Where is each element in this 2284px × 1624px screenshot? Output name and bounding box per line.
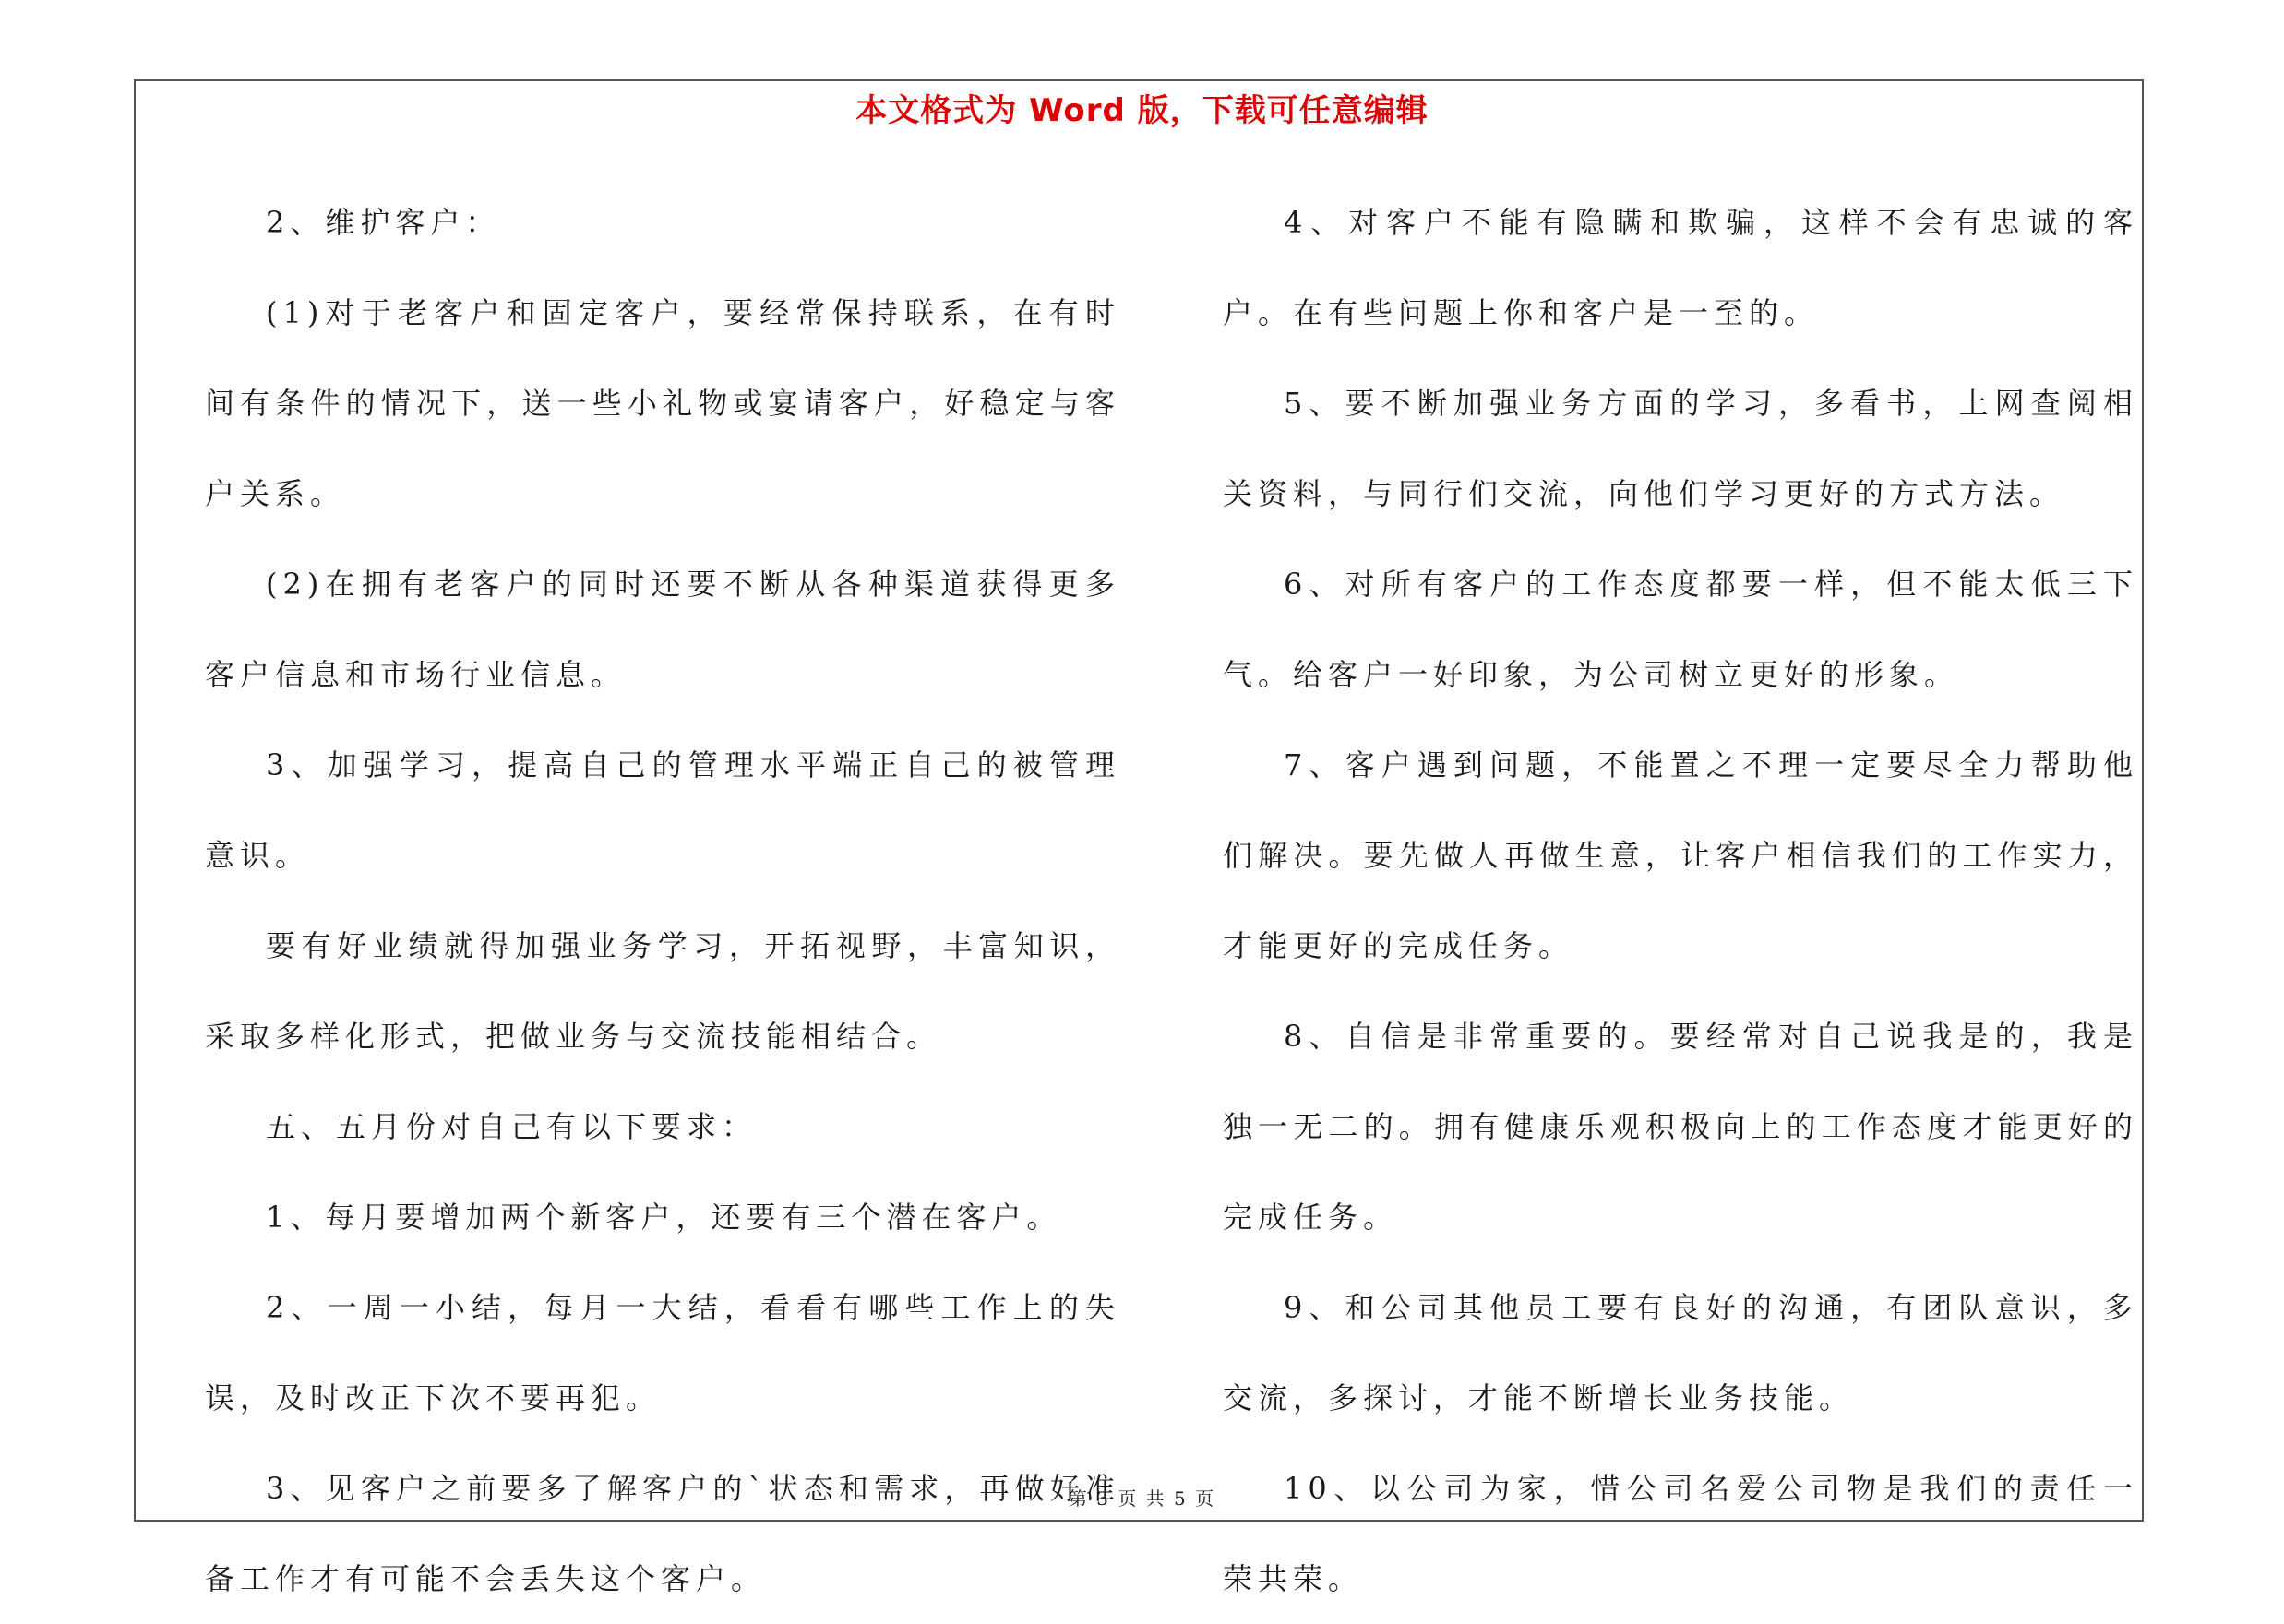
header-title: 本文格式为 Word 版，下载可任意编辑	[855, 92, 1429, 129]
paragraph: 1、每月要增加两个新客户，还要有三个潜在客户。	[266, 1200, 1062, 1235]
paragraph: 3、加强学习，提高自己的管理水平端正自己的被管理意识。	[205, 747, 1120, 873]
paragraph: (2)在拥有老客户的同时还要不断从各种渠道获得更多客户信息和市场行业信息。	[205, 567, 1120, 692]
paragraph: 8、自信是非常重要的。要经常对自己说我是的，我是独一无二的。拥有健康乐观积极向上的工作态度才能更好的完成任务。	[1223, 1019, 2138, 1235]
paragraph: 2、一周一小结，每月一大结，看看有哪些工作上的失误，及时改正下次不要再犯。	[205, 1290, 1120, 1415]
paragraph: 7、客户遇到问题，不能置之不理一定要尽全力帮助他们解决。要先做人再做生意，让客户相信我们的工作实力，才能更好的完成任务。	[1223, 747, 2138, 963]
paragraph: 6、对所有客户的工作态度都要一样，但不能太低三下气。给客户一好印象，为公司树立更好的形象。	[1223, 567, 2138, 692]
paragraph: 5、要不断加强业务方面的学习，多看书，上网查阅相关资料，与同行们交流，向他们学习更好的方式方法。	[1223, 386, 2138, 511]
page-number: 第 3 页 共 5 页	[1068, 1487, 1216, 1510]
paragraph: 要有好业绩就得加强业务学习，开拓视野，丰富知识，采取多样化形式，把做业务与交流技能相结合。	[205, 928, 1120, 1054]
paragraph: 五、五月份对自己有以下要求：	[266, 1109, 758, 1144]
paragraph: 10、以公司为家，惜公司名爱公司物是我们的责任一荣共荣。	[1223, 1471, 2138, 1596]
right-column	[1223, 177, 2138, 1624]
paragraph: 9、和公司其他员工要有良好的沟通，有团队意识，多交流，多探讨，才能不断增长业务技能。	[1223, 1290, 2138, 1415]
paragraph: 3、见客户之前要多了解客户的`状态和需求，再做好准备工作才有可能不会丢失这个客户。	[205, 1471, 1120, 1596]
paragraph: (1)对于老客户和固定客户，要经常保持联系，在有时间有条件的情况下，送一些小礼物或宴请客户，好稳定与客户关系。	[205, 295, 1120, 511]
paragraph: 4、对客户不能有隐瞒和欺骗，这样不会有忠诚的客户。在有些问题上你和客户是一至的。	[1223, 205, 2138, 330]
left-column	[205, 177, 1120, 1624]
paragraph: 2、维护客户：	[266, 205, 501, 240]
